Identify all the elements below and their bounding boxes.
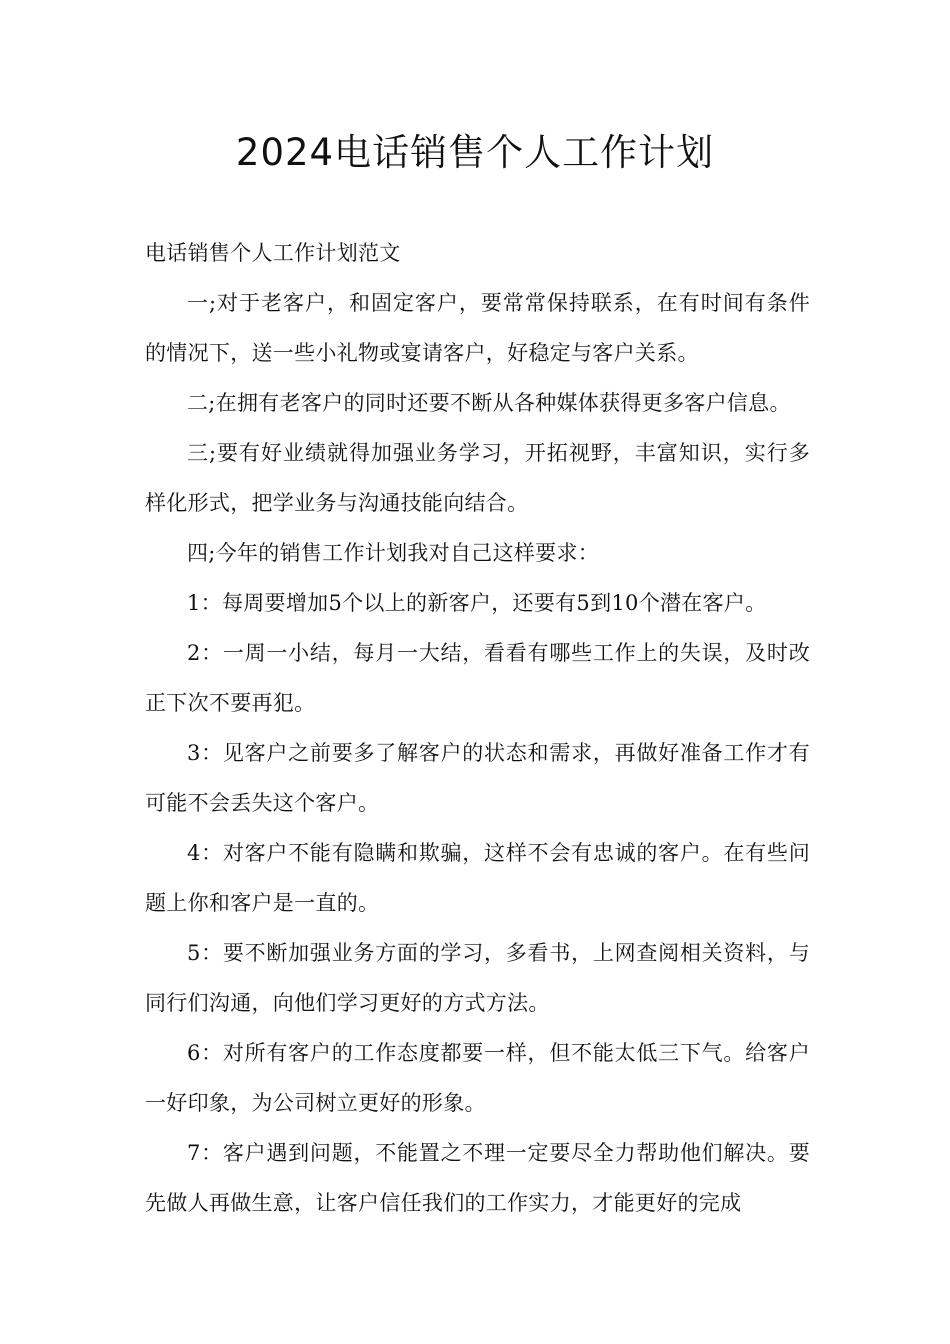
paragraph-1: 一;对于老客户，和固定客户，要常常保持联系，在有时间有条件的情况下，送一些小礼物或宴请客户，好稳定与客户关系。 xyxy=(145,291,810,365)
paragraph-3: 三;要有好业绩就得加强业务学习，开拓视野，丰富知识，实行多样化形式，把学业务与沟通技能向结合。 xyxy=(145,441,810,515)
list-item-3: 3：见客户之前要多了解客户的状态和需求，再做好准备工作才有可能不会丢失这个客户。 xyxy=(145,741,810,815)
document-title: 2024电话销售个人工作计划 xyxy=(235,131,715,174)
list-item-7: 7：客户遇到问题，不能置之不理一定要尽全力帮助他们解决。要先做人再做生意，让客户信任我们的工作实力，才能更好的完成 xyxy=(145,1141,810,1215)
paragraph-4: 四;今年的销售工作计划我对自己这样要求： xyxy=(187,541,600,565)
document-body xyxy=(145,228,810,1228)
paragraph-2: 二;在拥有老客户的同时还要不断从各种媒体获得更多客户信息。 xyxy=(187,391,791,415)
document-subtitle: 电话销售个人工作计划范文 xyxy=(145,241,401,265)
list-item-4: 4：对客户不能有隐瞒和欺骗，这样不会有忠诚的客户。在有些问题上你和客户是一直的。 xyxy=(145,841,810,915)
list-item-5: 5：要不断加强业务方面的学习，多看书，上网查阅相关资料，与同行们沟通，向他们学习更好的方式方法。 xyxy=(145,941,810,1015)
list-item-6: 6：对所有客户的工作态度都要一样，但不能太低三下气。给客户一好印象，为公司树立更好的形象。 xyxy=(145,1041,810,1115)
list-item-1: 1：每周要增加5个以上的新客户，还要有5到10个潜在客户。 xyxy=(187,591,767,615)
list-item-2: 2：一周一小结，每月一大结，看看有哪些工作上的失误，及时改正下次不要再犯。 xyxy=(145,641,810,715)
